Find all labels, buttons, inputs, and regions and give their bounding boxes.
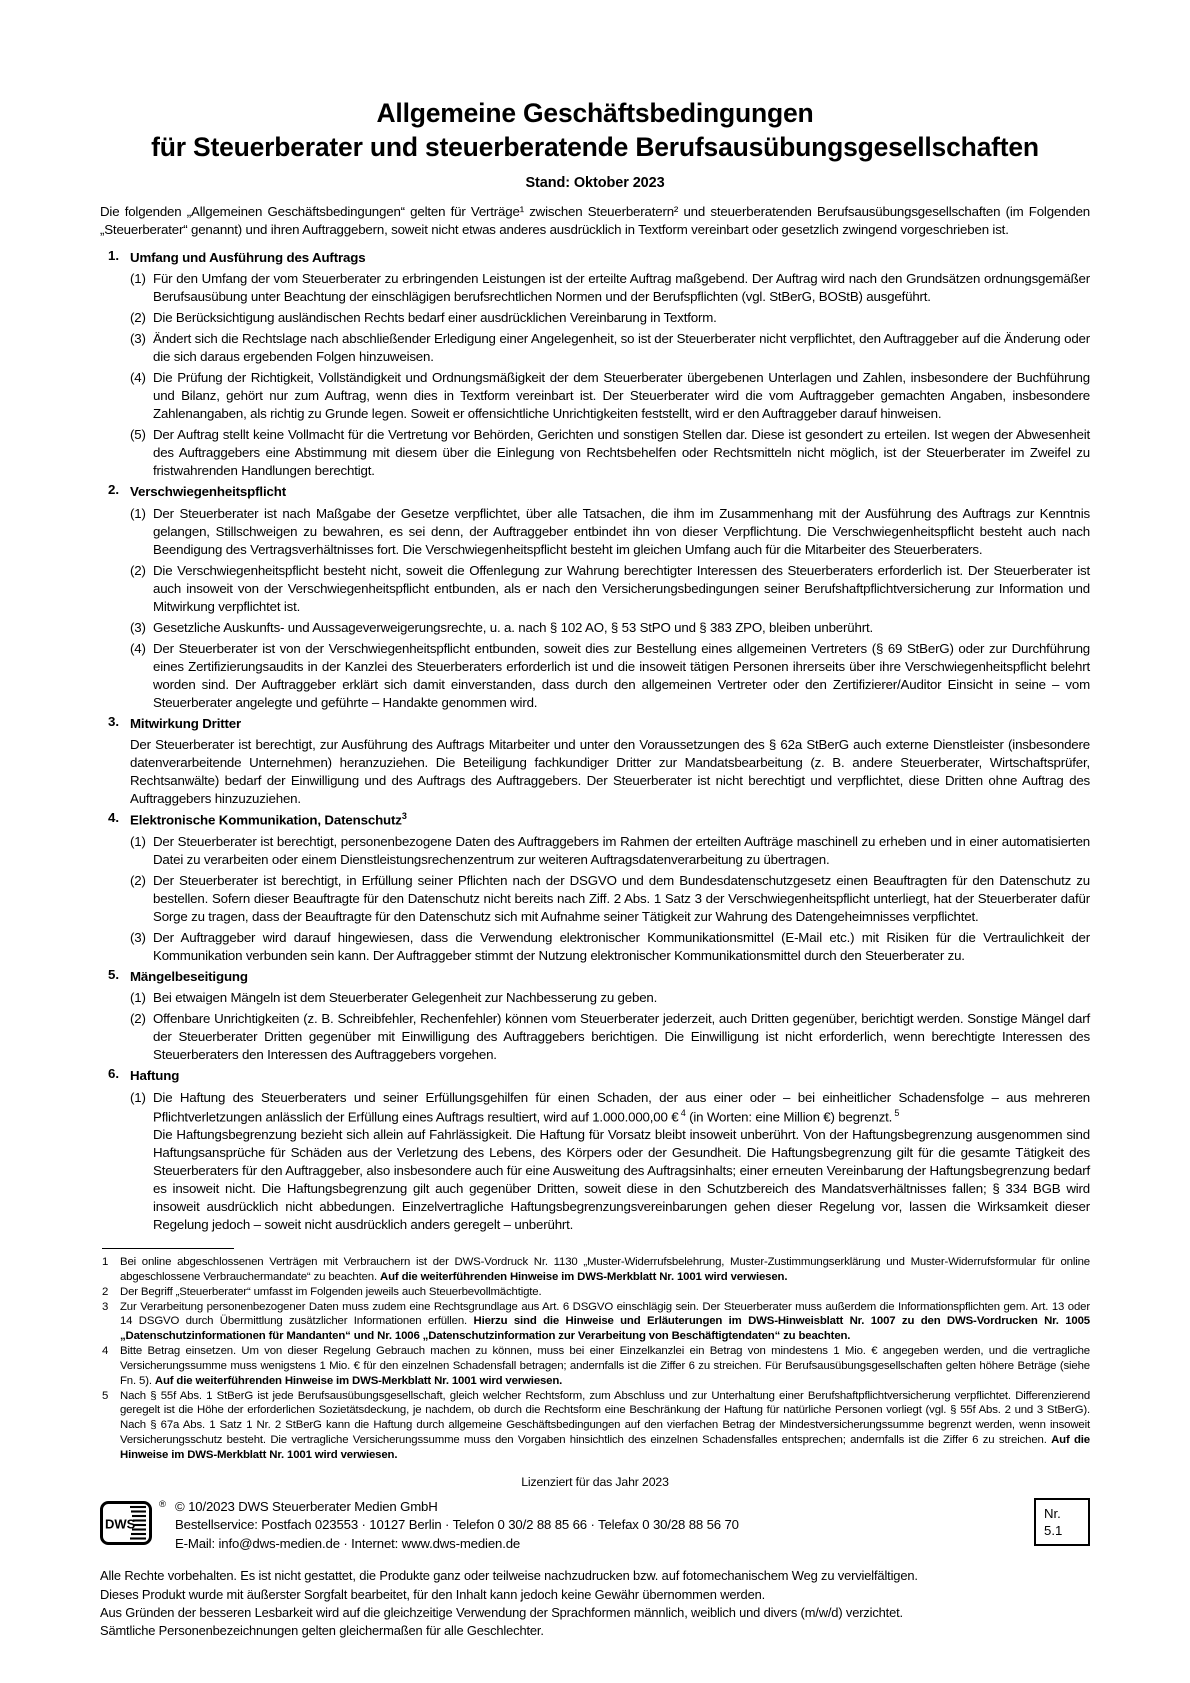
terms-section bbox=[100, 482, 1090, 711]
paragraph-number: (1) bbox=[130, 990, 146, 1006]
section-paragraph-list bbox=[130, 1089, 1090, 1235]
footnote-number: 1 bbox=[102, 1256, 109, 1269]
footnote-ref: 4 bbox=[678, 1107, 686, 1118]
disclaimer-line: Sämtliche Personenbezeichnungen gelten gleichermaßen für alle Geschlechter. bbox=[100, 1623, 544, 1639]
paragraph-number: (1) bbox=[130, 271, 146, 287]
section-paragraph bbox=[130, 989, 1090, 1007]
section-number: 5. bbox=[108, 967, 120, 983]
terms-sections-list bbox=[100, 248, 1090, 1234]
section-title: Umfang und Ausführung des Auftrags bbox=[130, 250, 366, 266]
footnote-text-emphasis: Hierzu sind die Hinweise und Erläuterungen im DWS-Hinweisblatt Nr. 1007 zu den DWS-Vordrucken Nr. 1005 „Datenschutzinformationen für Mandanten“ und Nr. 1006 „Datenschutzinformation zur Verarbeitung von Beschäftigtendaten“ zu beachten. bbox=[120, 1315, 1090, 1343]
paragraph-text: Der Steuerberater ist berechtigt, in Erfüllung seiner Pflichten nach der DSGVO und dem Bundesdatenschutzgesetz einen Beauftragten für den Datenschutz zu bestellen. Sofern dieser Beauftragte für den Datenschutz nicht bereits nach Ziff. 2 Abs. 1 Satz 3 der Verschwiegenheitspflicht unterliegt, hat der Steuerberater dafür Sorge zu tragen, dass der Beauftragte für den Datenschutz sich mit Aufnahme seiner Tätigkeit zur Wahrung des Datengeheimnisses verpflichtet. bbox=[153, 872, 1090, 924]
section-title-footnote-ref: 3 bbox=[401, 811, 407, 822]
disclaimer-line: Dieses Produkt wurde mit äußerster Sorgfalt bearbeitet, für den Inhalt kann jedoch keine Gewähr übernommen werden. bbox=[100, 1586, 766, 1602]
footnote-text: Bitte Betrag einsetzen. Um von dieser Regelung Gebrauch machen zu können, muss bei einer Einzelkanzlei ein Betrag von mindestens 1 Mio. € angegeben werden, und die vertragliche Versicherungssumme muss wenigstens 1 Mio. € für den einzelnen Schadensfall betragen; andernfalls ist die Ziffer 6 zu streichen. Für Berufsausübungsgesellschaften gelten höhere Beträge (siehe Fn. 5). bbox=[120, 1345, 1090, 1387]
paragraph-text: Ändert sich die Rechtslage nach abschließender Erledigung einer Angelegenheit, so ist der Steuerberater nicht verpflichtet, den Auftraggeber auf die Änderung oder die sich daraus ergebenden Folgen hinzuweisen. bbox=[153, 331, 1090, 365]
section-paragraph bbox=[130, 309, 1090, 327]
footnote-number: 4 bbox=[102, 1345, 109, 1358]
paragraph-number: (5) bbox=[130, 427, 146, 443]
disclaimer-line: Alle Rechte vorbehalten. Es ist nicht gestattet, die Produkte ganz oder teilweise nachzudrucken bzw. auf fotomechanischem Weg zu vervielfältigen. bbox=[100, 1568, 918, 1584]
footnote-ref: 5 bbox=[892, 1107, 900, 1118]
footnote-item bbox=[100, 1344, 1090, 1388]
paragraph-text: Die Verschwiegenheitspflicht besteht nicht, soweit die Offenlegung zur Wahrung berechtigter Interessen des Steuerberaters erforderlich ist. Der Steuerberater ist auch insoweit von der Verschwiegenheitspflicht entbunden, als er nach den Versicherungsbedingungen seiner Berufshaftpflichtversicherung zur Information und Mitwirkung verpflichtet ist. bbox=[153, 562, 1090, 614]
section-number: 4. bbox=[108, 810, 120, 826]
footnote-text: Nach § 55f Abs. 1 StBerG ist jede Berufsausübungsgesellschaft, gleich welcher Rechtsform, zum Abschluss und zur Unterhaltung einer Berufshaftpflichtversicherung verpflichtet. Differenzierend geregelt ist die Höhe der erforderlichen Sozietätsdeckung, je nachdem, ob durch die Rechtsform eine Beschränkung der Haftung für natürliche Personen vorliegt (vgl. § 55f Abs. 2 und 3 StBerG). Nach § 67a Abs. 1 Satz 1 Nr. 2 StBerG kann die Haftung durch allgemeine Geschäftsbedingungen auf den vierfachen Betrag der Mindestversicherungssumme begrenzt werden, wenn insoweit Versicherungsschutz besteht. Die vertragliche Versicherungssumme muss den Vorgaben hinsichtlich des einzelnen Schadensfalles entsprechen; andernfalls ist die Ziffer 6 zu streichen. bbox=[120, 1389, 1090, 1447]
paragraph-text: Der Steuerberater ist berechtigt, personenbezogene Daten des Auftraggebers im Rahmen der erteilten Aufträge maschinell zu erheben und in einer automatisierten Datei zu verarbeiten oder einem Dienstleistungsrechenzentrum zur weiteren Auftragsdatenverarbeitung zu übertragen. bbox=[153, 833, 1090, 867]
footnote-number: 3 bbox=[102, 1300, 109, 1313]
section-paragraph bbox=[130, 505, 1090, 559]
section-paragraph bbox=[130, 872, 1090, 926]
section-paragraph-list bbox=[130, 833, 1090, 965]
paragraph-text: Offenbare Unrichtigkeiten (z. B. Schreibfehler, Rechenfehler) können vom Steuerberater jederzeit, auch Dritten gegenüber, berichtigt werden. Sonstige Mängel darf der Steuerberater Dritten gegenüber mit Einwilligung des Auftraggebers berichtigen. Die Einwilligung ist nicht erforderlich, wenn berechtigte Interessen des Steuerberaters den Interessen des Auftraggebers vorgehen. bbox=[153, 1011, 1090, 1063]
svg-text:DWS: DWS bbox=[105, 1516, 136, 1532]
section-paragraph bbox=[130, 330, 1090, 366]
section-paragraph bbox=[130, 426, 1090, 480]
page-title-line-1: Allgemeine Geschäftsbedingungen bbox=[376, 98, 814, 128]
section-paragraph bbox=[130, 929, 1090, 965]
footnote-number: 5 bbox=[102, 1389, 109, 1402]
footnote-text-emphasis: Auf die weiterführenden Hinweise im DWS-Merkblatt Nr. 1001 wird verwiesen. bbox=[154, 1374, 563, 1387]
imprint-contact-line: E-Mail: info@dws-medien.de · Internet: www.dws-medien.de bbox=[175, 1535, 521, 1551]
intro-paragraph: Die folgenden „Allgemeinen Geschäftsbedingungen“ gelten für Verträge¹ zwischen Steuerberatern² und steuerberatenden Berufsausübungsgesellschaften (im Folgenden „Steuerberater“ genannt) und ihren Auftraggebern, soweit nicht etwas anderes ausdrücklich in Textform vereinbart oder gesetzlich zwingend vorgeschrieben ist. bbox=[100, 203, 1090, 237]
footnote-item bbox=[100, 1255, 1090, 1285]
section-title: Elektronische Kommunikation, Datenschutz$^3$ bbox=[130, 811, 407, 828]
section-number: 3. bbox=[108, 713, 120, 729]
paragraph-text: Bei etwaigen Mängeln ist dem Steuerberater Gelegenheit zur Nachbesserung zu geben. bbox=[153, 990, 658, 1006]
footnote-text-emphasis: Auf die Hinweise im DWS-Merkblatt Nr. 1001 wird verwiesen. bbox=[120, 1434, 1090, 1461]
document-version-date: Stand: Oktober 2023 bbox=[525, 174, 665, 191]
paragraph-text: Für den Umfang der vom Steuerberater zu erbringenden Leistungen ist der erteilte Auftrag maßgebend. Der Auftrag wird nach den Grundsätzen ordnungsgemäßer Berufsausübung unter Beachtung der einschlägigen berufsrechtlichen Normen und der Berufspflichten (vgl. StBerG, BOStB) ausgeführt. bbox=[153, 271, 1090, 305]
footnote-text-emphasis: Auf die weiterführenden Hinweise im DWS-Merkblatt Nr. 1001 wird verwiesen. bbox=[380, 1271, 788, 1283]
disclaimer-line: Aus Gründen der besseren Lesbarkeit wird auf die gleichzeitige Verwendung der Sprachformen männlich, weiblich und divers (m/w/d) verzichtet. bbox=[100, 1604, 903, 1620]
registered-trademark-symbol: ® bbox=[159, 1498, 166, 1510]
section-title: Verschwiegenheitspflicht bbox=[130, 484, 287, 500]
footnote-item bbox=[100, 1285, 1090, 1300]
imprint-address bbox=[175, 1498, 739, 1553]
footnote-text: Zur Verarbeitung personenbezogener Daten muss zudem eine Rechtsgrundlage aus Art. 6 DSGVO einschlägig sein. Der Steuerberater muss außerdem die Informationspflichten gem. Art. 13 oder 14 DSGVO durch Übermittlung zusätzlicher Informationen erfüllen. bbox=[120, 1300, 1090, 1328]
disclaimer-block bbox=[100, 1567, 1090, 1640]
form-number-box bbox=[1034, 1498, 1090, 1546]
paragraph-number: (1) bbox=[130, 505, 146, 521]
form-number-value: 5.1 bbox=[1044, 1522, 1063, 1538]
footnote-item bbox=[100, 1389, 1090, 1463]
section-paragraph bbox=[130, 833, 1090, 869]
section-paragraph bbox=[130, 369, 1090, 423]
paragraph-number: (3) bbox=[130, 930, 146, 945]
paragraph-text: Gesetzliche Auskunfts- und Aussageverweigerungsrechte, u. a. nach § 102 AO, § 53 StPO und § 383 ZPO, bleiben unberührt. bbox=[153, 619, 873, 635]
section-body-text: Der Steuerberater ist berechtigt, zur Ausführung des Auftrags Mitarbeiter und unter den Voraussetzungen des § 62a StBerG auch externe Dienstleister (insbesondere datenverarbeitende Unternehmen) heranzuziehen. Die Beteiligung fachkundiger Dritter zur Mandatsbearbeitung (z. B. andere Steuerberater, Wirtschaftsprüfer, Rechtsanwälte) bedarf der Einwilligung und des Auftrags des Auftraggebers. Der Steuerberater ist nicht berechtigt und verpflichtet, diese Dritten ohne Auftrag des Auftraggebers hinzuzuziehen. bbox=[130, 737, 1090, 807]
paragraph-text: Die Berücksichtigung ausländischen Rechts bedarf einer ausdrücklichen Vereinbarung in Textform. bbox=[153, 310, 717, 326]
section-number: 1. bbox=[108, 248, 120, 264]
section-paragraph-list bbox=[130, 505, 1090, 712]
section-paragraph-list bbox=[130, 270, 1090, 480]
paragraph-text: Die Prüfung der Richtigkeit, Vollständigkeit und Ordnungsmäßigkeit der dem Steuerberater übergebenen Unterlagen und Zahlen, insbesondere der Buchführung und Bilanz, gehört nur zum Auftrag, wenn dies in Textform vereinbart ist. Der Steuerberater wird die vom Auftraggeber gemachten Angaben, insbesondere Zahlenangaben, als richtig zu Grunde legen. Soweit er offensichtliche Unrichtigkeiten feststellt, wird er den Auftraggeber darauf hinweisen. bbox=[153, 370, 1090, 422]
form-number-label: Nr. bbox=[1044, 1505, 1061, 1521]
paragraph-number: (4) bbox=[130, 370, 146, 386]
paragraph-number: (2) bbox=[130, 1011, 146, 1027]
footnote-number: 2 bbox=[102, 1285, 109, 1298]
footnotes-block bbox=[100, 1248, 1090, 1463]
section-paragraph bbox=[130, 270, 1090, 306]
paragraph-number: (2) bbox=[130, 872, 146, 888]
imprint-block bbox=[100, 1498, 1090, 1553]
section-paragraph bbox=[130, 640, 1090, 712]
paragraph-text: Der Steuerberater ist nach Maßgabe der Gesetze verpflichtet, über alle Tatsachen, die ihm im Zusammenhang mit der Ausführung des Auftrags zur Kenntnis gelangen, Stillschweigen zu bewahren, es sei denn, der Auftraggeber entbindet ihn von dieser Verpflichtung. Die Verschwiegenheitspflicht besteht auch nach Beendigung des Vertragsverhältnisses fort. Die Verschwiegenheitspflicht besteht im gleichen Umfang auch für die Mitarbeiter des Steuerberaters. bbox=[153, 505, 1090, 557]
license-line: Lizenziert für das Jahr 2023 bbox=[521, 1474, 669, 1489]
section-paragraph bbox=[130, 1010, 1090, 1064]
section-number: 2. bbox=[108, 482, 120, 498]
section-title: Mitwirkung Dritter bbox=[130, 715, 242, 731]
section-paragraph-list bbox=[130, 989, 1090, 1064]
footnote-text: Bei online abgeschlossenen Verträgen mit Verbrauchern ist der DWS-Vordruck Nr. 1130 „Muster-Widerrufsbelehrung, Muster-Zustimmungserklärung und Muster-Widerrufsformular für online abgeschlossene Verbrauchermandate“ zu beachten. bbox=[120, 1256, 1090, 1283]
section-title: Mängelbeseitigung bbox=[130, 969, 248, 985]
terms-section bbox=[100, 810, 1090, 965]
paragraph-number: (3) bbox=[130, 619, 146, 635]
paragraph-number: (2) bbox=[130, 310, 146, 326]
paragraph-number: (1) bbox=[130, 1089, 146, 1105]
imprint-order-service-line: Bestellservice: Postfach 023553 · 10127 Berlin · Telefon 0 30/2 88 85 66 · Telefax 0 30/28 88 56 70 bbox=[175, 1517, 739, 1533]
footnote-text: Der Begriff „Steuerberater“ umfasst im Folgenden jeweils auch Steuerbevollmächtigte. bbox=[120, 1285, 542, 1298]
footnotes-list bbox=[100, 1255, 1090, 1463]
section-paragraph bbox=[130, 562, 1090, 616]
paragraph-subtext: Die Haftungsbegrenzung bezieht sich allein auf Fahrlässigkeit. Die Haftung für Vorsatz bleibt insoweit unberührt. Von der Haftungsbegrenzung ausgenommen sind Haftungsansprüche für Schäden aus der Verletzung des Lebens, des Körpers oder der Gesundheit. Die Haftungsbegrenzung gilt für die gesamte Tätigkeit des Steuerberaters für den Auftraggeber, also insbesondere auch für eine Ausweitung des Auftragsinhalts; einer erneuten Vereinbarung der Haftungsbegrenzung bedarf es insoweit nicht. Die Haftungsbegrenzung gilt auch gegenüber Dritten, soweit diese in den Schutzbereich des Mandatsverhältnisses fallen; § 334 BGB wird insoweit ausdrücklich nicht abbedungen. Einzelvertragliche Haftungsbegrenzungsvereinbarungen gehen dieser Regelung vor, lassen die Wirksamkeit dieser Regelung jedoch – soweit nicht ausdrücklich anders geregelt – unberührt. bbox=[153, 1127, 1090, 1233]
terms-section bbox=[100, 714, 1090, 808]
section-paragraph bbox=[130, 1089, 1090, 1235]
terms-section bbox=[100, 967, 1090, 1064]
paragraph-text: Der Auftrag stellt keine Vollmacht für die Vertretung vor Behörden, Gerichten und sonstigen Stellen dar. Diese ist gesondert zu erteilen. Ist wegen der Abwesenheit des Auftraggebers eine Abstimmung mit diesem über die Einlegung von Rechtsbehelfen oder Rechtsmitteln nicht möglich, ist der Steuerberater im Zweifel zu fristwahrenden Handlungen berechtigt. bbox=[153, 427, 1090, 479]
paragraph-number: (2) bbox=[130, 562, 146, 578]
section-number: 6. bbox=[108, 1066, 120, 1082]
terms-section bbox=[100, 248, 1090, 480]
paragraph-number: (1) bbox=[130, 833, 146, 849]
paragraph-text: Der Steuerberater ist von der Verschwiegenheitspflicht entbunden, soweit dies zur Bestellung eines allgemeinen Vertreters (§ 69 StBerG) oder zur Durchführung eines Zertifizierungsaudits in der Kanzlei des Steuerberaters erforderlich ist und die insoweit tätigen Personen ihrerseits über ihre Verschwiegenheitspflicht belehrt worden sind. Der Auftraggeber erklärt sich damit einverstanden, dass durch den allgemeinen Vertreter oder den Zertifizierer/Auditor Einsicht in seine – vom Steuerberater angelegte und geführte – Handakte genommen wird. bbox=[153, 640, 1090, 710]
paragraph-number: (3) bbox=[130, 331, 146, 347]
footnote-separator-rule bbox=[102, 1248, 234, 1249]
section-title: Haftung bbox=[130, 1068, 180, 1084]
terms-section bbox=[100, 1066, 1090, 1234]
page-title-line-2: für Steuerberater und steuerberatende Berufsausübungsgesellschaften bbox=[151, 132, 1039, 163]
imprint-copyright-line: © 10/2023 DWS Steuerberater Medien GmbH bbox=[175, 1498, 438, 1514]
section-paragraph bbox=[130, 619, 1090, 637]
paragraph-text: Der Auftraggeber wird darauf hingewiesen, dass die Verwendung elektronischer Kommunikationsmittel (E-Mail etc.) mit Risiken für die Vertraulichkeit der Kommunikation verbunden sein kann. Der Auftraggeber stimmt der Nutzung elektronischer Kommunikationsmittel durch den Steuerberater zu. bbox=[153, 930, 1090, 964]
paragraph-number: (4) bbox=[130, 640, 146, 656]
paragraph-text: Die Haftung des Steuerberaters und seiner Erfüllungsgehilfen für einen Schaden, der aus einer oder – bei einheitlicher Schadensfolge – aus mehreren Pflichtverletzungen anlässlich der Erfüllung eines Auftrags resultiert, wird auf 1.000.000,00 € bbox=[153, 1089, 1090, 1125]
footnote-item bbox=[100, 1300, 1090, 1344]
dws-logo-icon bbox=[100, 1501, 152, 1545]
page-title bbox=[100, 96, 1090, 165]
paragraph-text-continued: (in Worten: eine Million €) begrenzt. bbox=[685, 1109, 893, 1125]
